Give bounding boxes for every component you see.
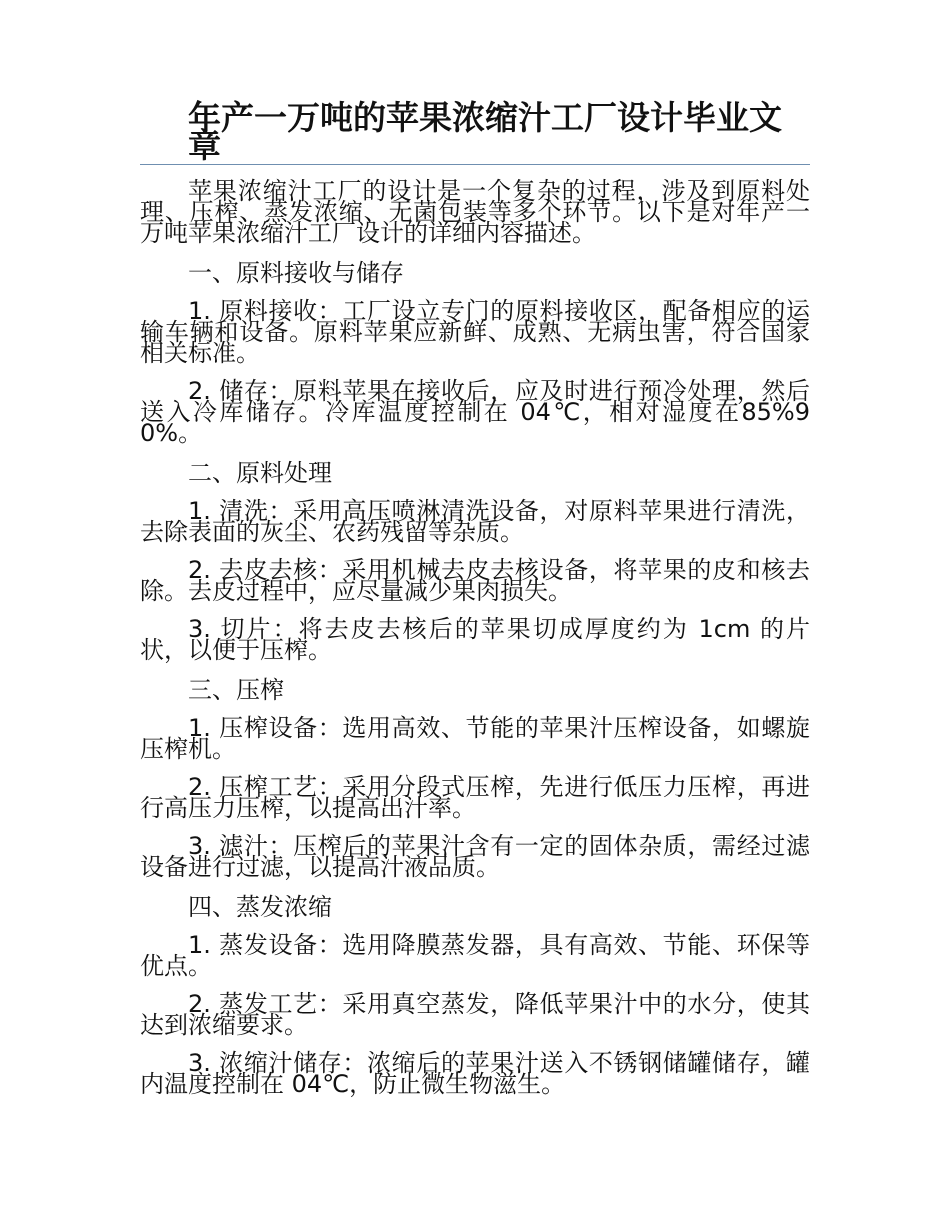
paragraph-3-3: 3. 滤汁：压榨后的苹果汁含有一定的固体杂质，需经过滤设备进行过滤，以提高汁液品质。	[140, 832, 810, 881]
paragraph-1-1: 1. 原料接收：工厂设立专门的原料接收区，配备相应的运输车辆和设备。原料苹果应新鲜、成熟、无病虫害，符合国家相关标准。	[140, 297, 810, 367]
paragraph-4-3: 3. 浓缩汁储存：浓缩后的苹果汁送入不锈钢储罐储存，罐内温度控制在 04℃，防止微生物滋生。	[140, 1049, 810, 1098]
section-heading-2: 二、原料处理	[188, 459, 332, 487]
paragraph-4-1: 1. 蒸发设备：选用降膜蒸发器，具有高效、节能、环保等优点。	[140, 931, 810, 980]
section-heading-4: 四、蒸发浓缩	[188, 893, 332, 921]
section-heading-3: 三、压榨	[188, 676, 284, 704]
paragraph-2-2: 2. 去皮去核：采用机械去皮去核设备，将苹果的皮和核去除。去皮过程中，应尽量减少果肉损失。	[140, 556, 810, 605]
title-divider	[140, 164, 810, 165]
paragraph-1-2: 2. 储存：原料苹果在接收后，应及时进行预冷处理，然后送入冷库储存。冷库温度控制在 04℃，相对湿度在85%90%。	[140, 377, 810, 447]
section-heading-1: 一、原料接收与储存	[188, 259, 404, 287]
paragraph-2-3: 3. 切片：将去皮去核后的苹果切成厚度约为 1cm 的片状，以便于压榨。	[140, 615, 810, 664]
document-body	[140, 177, 810, 1098]
document-page	[140, 0, 810, 1112]
document-title: 年产一万吨的苹果浓缩汁工厂设计毕业文章	[188, 98, 782, 165]
paragraph-4-2: 2. 蒸发工艺：采用真空蒸发，降低苹果汁中的水分，使其达到浓缩要求。	[140, 990, 810, 1039]
paragraph-3-1: 1. 压榨设备：选用高效、节能的苹果汁压榨设备，如螺旋压榨机。	[140, 714, 810, 763]
paragraph-3-2: 2. 压榨工艺：采用分段式压榨，先进行低压力压榨，再进行高压力压榨，以提高出汁率。	[140, 773, 810, 822]
intro-paragraph: 苹果浓缩汁工厂的设计是一个复杂的过程，涉及到原料处理、压榨、蒸发浓缩、无菌包装等多个环节。以下是对年产一万吨苹果浓缩汁工厂设计的详细内容描述。	[140, 177, 810, 247]
paragraph-2-1: 1. 清洗：采用高压喷淋清洗设备，对原料苹果进行清洗，去除表面的灰尘、农药残留等杂质。	[140, 497, 810, 546]
